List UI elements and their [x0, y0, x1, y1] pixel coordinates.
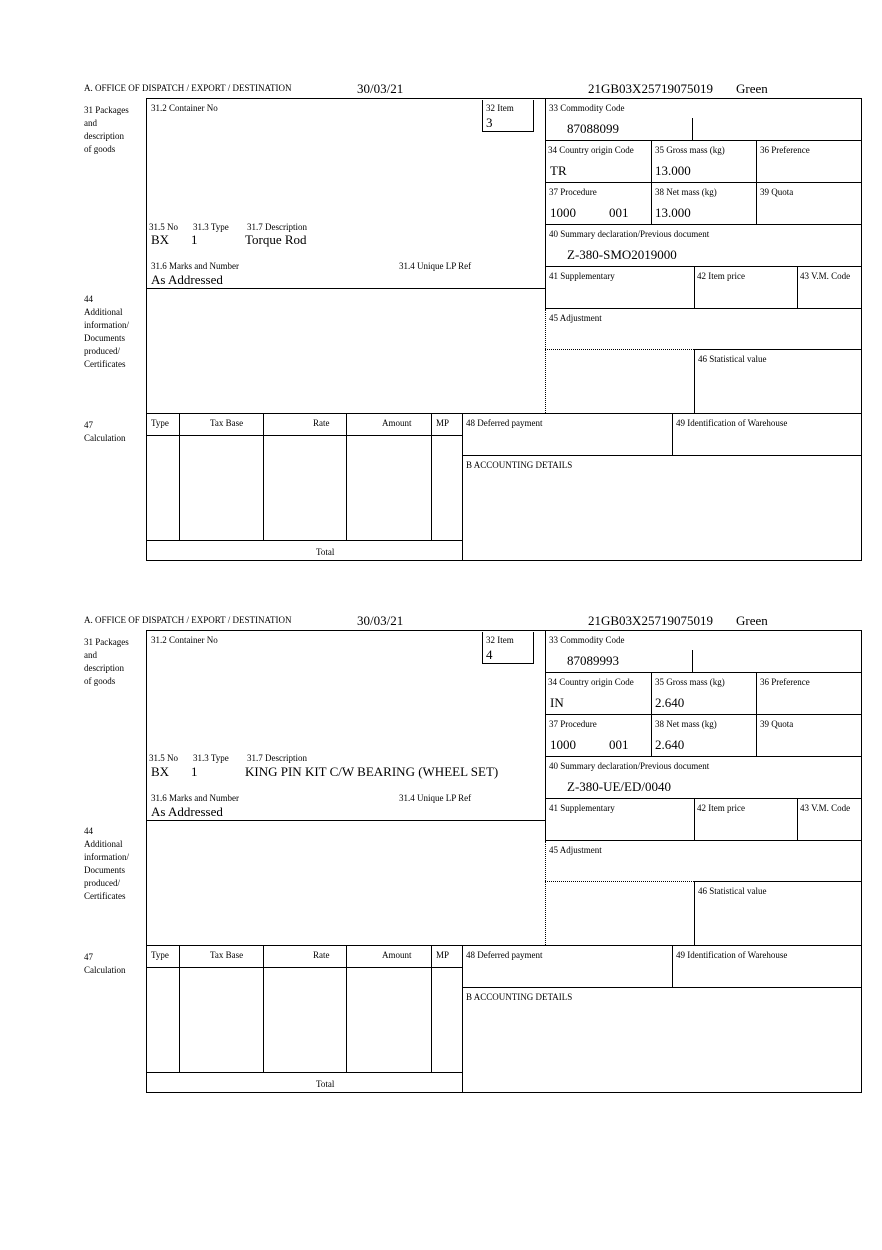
calc-col-4 — [431, 413, 432, 540]
declaration-form-item-3 — [0, 0, 882, 557]
col-rate: Rate — [313, 418, 330, 428]
left-dash — [545, 309, 546, 413]
adjustment-label: 45 Adjustment — [549, 313, 602, 323]
deferred-divider — [672, 413, 673, 455]
calculation-label: 47 Calculation — [84, 420, 126, 443]
calc-total-top — [146, 1072, 463, 1073]
description-label: 31.7 Description — [247, 222, 307, 232]
procedure-value-b: 001 — [609, 737, 629, 752]
calc-col-2 — [263, 945, 264, 1072]
right-border — [861, 630, 862, 1093]
goods-bottom — [146, 288, 546, 289]
commodity-value: 87088099 — [567, 121, 619, 136]
calc-col-3 — [346, 413, 347, 540]
row-line-2 — [545, 714, 862, 715]
summary-value: Z-380-UE/ED/0040 — [567, 779, 671, 794]
left-dash — [545, 841, 546, 945]
office-label: A. OFFICE OF DISPATCH / EXPORT / DESTINATION — [84, 83, 292, 93]
date-value: 30/03/21 — [357, 81, 404, 96]
col-mp: MP — [436, 950, 450, 960]
adjustment-dash — [545, 881, 694, 882]
package-type-value: 1 — [191, 232, 198, 247]
right-border — [861, 98, 862, 561]
preference-label: 36 Preference — [760, 145, 810, 155]
country-label: 34 Country origin Code — [548, 145, 634, 155]
commodity-label: 33 Commodity Code — [549, 103, 625, 113]
item-price-label: 42 Item price — [697, 803, 745, 813]
preference-label: 36 Preference — [760, 677, 810, 687]
package-type-label: 31.3 Type — [193, 222, 229, 232]
deferred-divider — [672, 945, 673, 987]
summary-label: 40 Summary declaration/Previous document — [549, 229, 710, 239]
item-value: 4 — [486, 647, 493, 662]
package-no-value: BX — [151, 764, 170, 779]
col-amount: Amount — [382, 418, 412, 428]
deferred-label: 48 Deferred payment — [466, 950, 543, 960]
marks-label: 31.6 Marks and Number — [151, 793, 239, 803]
item-box-left — [482, 632, 483, 664]
calc-col-4 — [431, 945, 432, 1072]
unique-ref-label: 31.4 Unique LP Ref — [399, 261, 472, 271]
top-border — [146, 630, 862, 631]
date-value: 30/03/21 — [357, 613, 404, 628]
marks-value: As Addressed — [151, 804, 223, 819]
declaration-form-item-4 — [0, 532, 882, 1089]
goods-divider — [545, 98, 546, 309]
commodity-tick — [692, 118, 693, 140]
row-line-6 — [694, 349, 862, 350]
deferred-bottom — [462, 455, 862, 456]
statistical-label: 46 Statistical value — [698, 886, 767, 896]
calc-top — [146, 413, 862, 414]
row-line-1 — [545, 140, 862, 141]
country-value: TR — [550, 163, 567, 178]
col-taxbase: Tax Base — [210, 950, 244, 960]
country-value: IN — [550, 695, 564, 710]
calc-header-bottom — [146, 967, 463, 968]
calc-col-3 — [346, 945, 347, 1072]
procedure-value-a: 1000 — [550, 205, 576, 220]
procedure-label: 37 Procedure — [549, 719, 597, 729]
adjustment-label: 45 Adjustment — [549, 845, 602, 855]
additional-info-label: 44 Additional information/ Documents produced/ Certificates — [84, 294, 129, 369]
vm-code-label: 43 V.M. Code — [800, 271, 851, 281]
route-value: Green — [736, 81, 768, 96]
col-rate: Rate — [313, 950, 330, 960]
col-type: Type — [151, 950, 169, 960]
container-label: 31.2 Container No — [151, 103, 218, 113]
procedure-label: 37 Procedure — [549, 187, 597, 197]
country-label: 34 Country origin Code — [548, 677, 634, 687]
total-label: Total — [316, 1079, 335, 1089]
row-line-4 — [545, 798, 862, 799]
office-label: A. OFFICE OF DISPATCH / EXPORT / DESTINATION — [84, 615, 292, 625]
commodity-label: 33 Commodity Code — [549, 635, 625, 645]
packages-label: 31 Packages and description of goods — [84, 105, 129, 154]
description-label: 31.7 Description — [247, 753, 307, 763]
item-value: 3 — [486, 115, 493, 130]
col-line-b — [756, 672, 757, 756]
deferred-bottom — [462, 987, 862, 988]
col-line-a — [651, 672, 652, 756]
commodity-tick — [692, 650, 693, 672]
warehouse-label: 49 Identification of Warehouse — [676, 418, 788, 428]
accounting-label: B ACCOUNTING DETAILS — [466, 460, 573, 470]
left-border — [146, 630, 147, 1093]
total-label: Total — [316, 547, 335, 557]
gross-label: 35 Gross mass (kg) — [655, 677, 725, 687]
deferred-label: 48 Deferred payment — [466, 418, 543, 428]
col-line-c — [694, 798, 695, 840]
description-value: KING PIN KIT C/W BEARING (WHEEL SET) — [245, 764, 499, 779]
summary-value: Z-380-SMO2019000 — [567, 247, 677, 262]
col-line-e — [694, 881, 695, 945]
col-mp: MP — [436, 418, 450, 428]
marks-label: 31.6 Marks and Number — [151, 261, 239, 271]
reference-value: 21GB03X25719075019 — [588, 613, 713, 628]
calc-col-5 — [462, 945, 463, 1092]
goods-divider — [545, 630, 546, 841]
row-line-2 — [545, 182, 862, 183]
calc-header-bottom — [146, 435, 463, 436]
supplementary-label: 41 Supplementary — [549, 271, 615, 281]
calculation-label: 47 Calculation — [84, 952, 126, 975]
row-line-6 — [694, 881, 862, 882]
row-line-4 — [545, 266, 862, 267]
procedure-value-a: 1000 — [550, 737, 576, 752]
accounting-label: B ACCOUNTING DETAILS — [466, 992, 573, 1002]
net-value: 13.000 — [655, 205, 691, 220]
container-label: 31.2 Container No — [151, 635, 218, 645]
package-no-value: BX — [151, 232, 170, 247]
row-line-1 — [545, 672, 862, 673]
left-border — [146, 98, 147, 561]
gross-value: 2.640 — [655, 695, 685, 710]
packages-label: 31 Packages and description of goods — [84, 637, 129, 686]
item-box-left — [482, 100, 483, 132]
gross-value: 13.000 — [655, 163, 691, 178]
vm-code-label: 43 V.M. Code — [800, 803, 851, 813]
row-line-5 — [545, 308, 862, 309]
item-label: 32 Item — [486, 103, 514, 113]
marks-value: As Addressed — [151, 272, 223, 287]
col-line-e — [694, 349, 695, 413]
package-no-label: 31.5 No — [149, 222, 178, 232]
calc-col-1 — [179, 945, 180, 1072]
top-border — [146, 98, 862, 99]
package-type-value: 1 — [191, 764, 198, 779]
item-label: 32 Item — [486, 635, 514, 645]
net-label: 38 Net mass (kg) — [655, 719, 717, 729]
row-line-3 — [545, 224, 862, 225]
net-label: 38 Net mass (kg) — [655, 187, 717, 197]
col-line-d — [797, 798, 798, 840]
calc-top — [146, 945, 862, 946]
quota-label: 39 Quota — [760, 187, 794, 197]
col-line-d — [797, 266, 798, 308]
reference-value: 21GB03X25719075019 — [588, 81, 713, 96]
unique-ref-label: 31.4 Unique LP Ref — [399, 793, 472, 803]
col-line-a — [651, 140, 652, 224]
goods-bottom — [146, 820, 546, 821]
calc-col-2 — [263, 413, 264, 540]
bottom-border — [146, 1092, 862, 1093]
col-type: Type — [151, 418, 169, 428]
col-amount: Amount — [382, 950, 412, 960]
warehouse-label: 49 Identification of Warehouse — [676, 950, 788, 960]
net-value: 2.640 — [655, 737, 685, 752]
item-price-label: 42 Item price — [697, 271, 745, 281]
commodity-value: 87089993 — [567, 653, 619, 668]
summary-label: 40 Summary declaration/Previous document — [549, 761, 710, 771]
col-line-c — [694, 266, 695, 308]
col-line-b — [756, 140, 757, 224]
gross-label: 35 Gross mass (kg) — [655, 145, 725, 155]
procedure-value-b: 001 — [609, 205, 629, 220]
description-value: Torque Rod — [245, 232, 307, 247]
quota-label: 39 Quota — [760, 719, 794, 729]
supplementary-label: 41 Supplementary — [549, 803, 615, 813]
row-line-5 — [545, 840, 862, 841]
package-type-label: 31.3 Type — [193, 753, 229, 763]
calc-col-1 — [179, 413, 180, 540]
adjustment-dash — [545, 349, 694, 350]
package-no-label: 31.5 No — [149, 753, 178, 763]
statistical-label: 46 Statistical value — [698, 354, 767, 364]
route-value: Green — [736, 613, 768, 628]
row-line-3 — [545, 756, 862, 757]
additional-info-label: 44 Additional information/ Documents produced/ Certificates — [84, 826, 129, 901]
col-taxbase: Tax Base — [210, 418, 244, 428]
